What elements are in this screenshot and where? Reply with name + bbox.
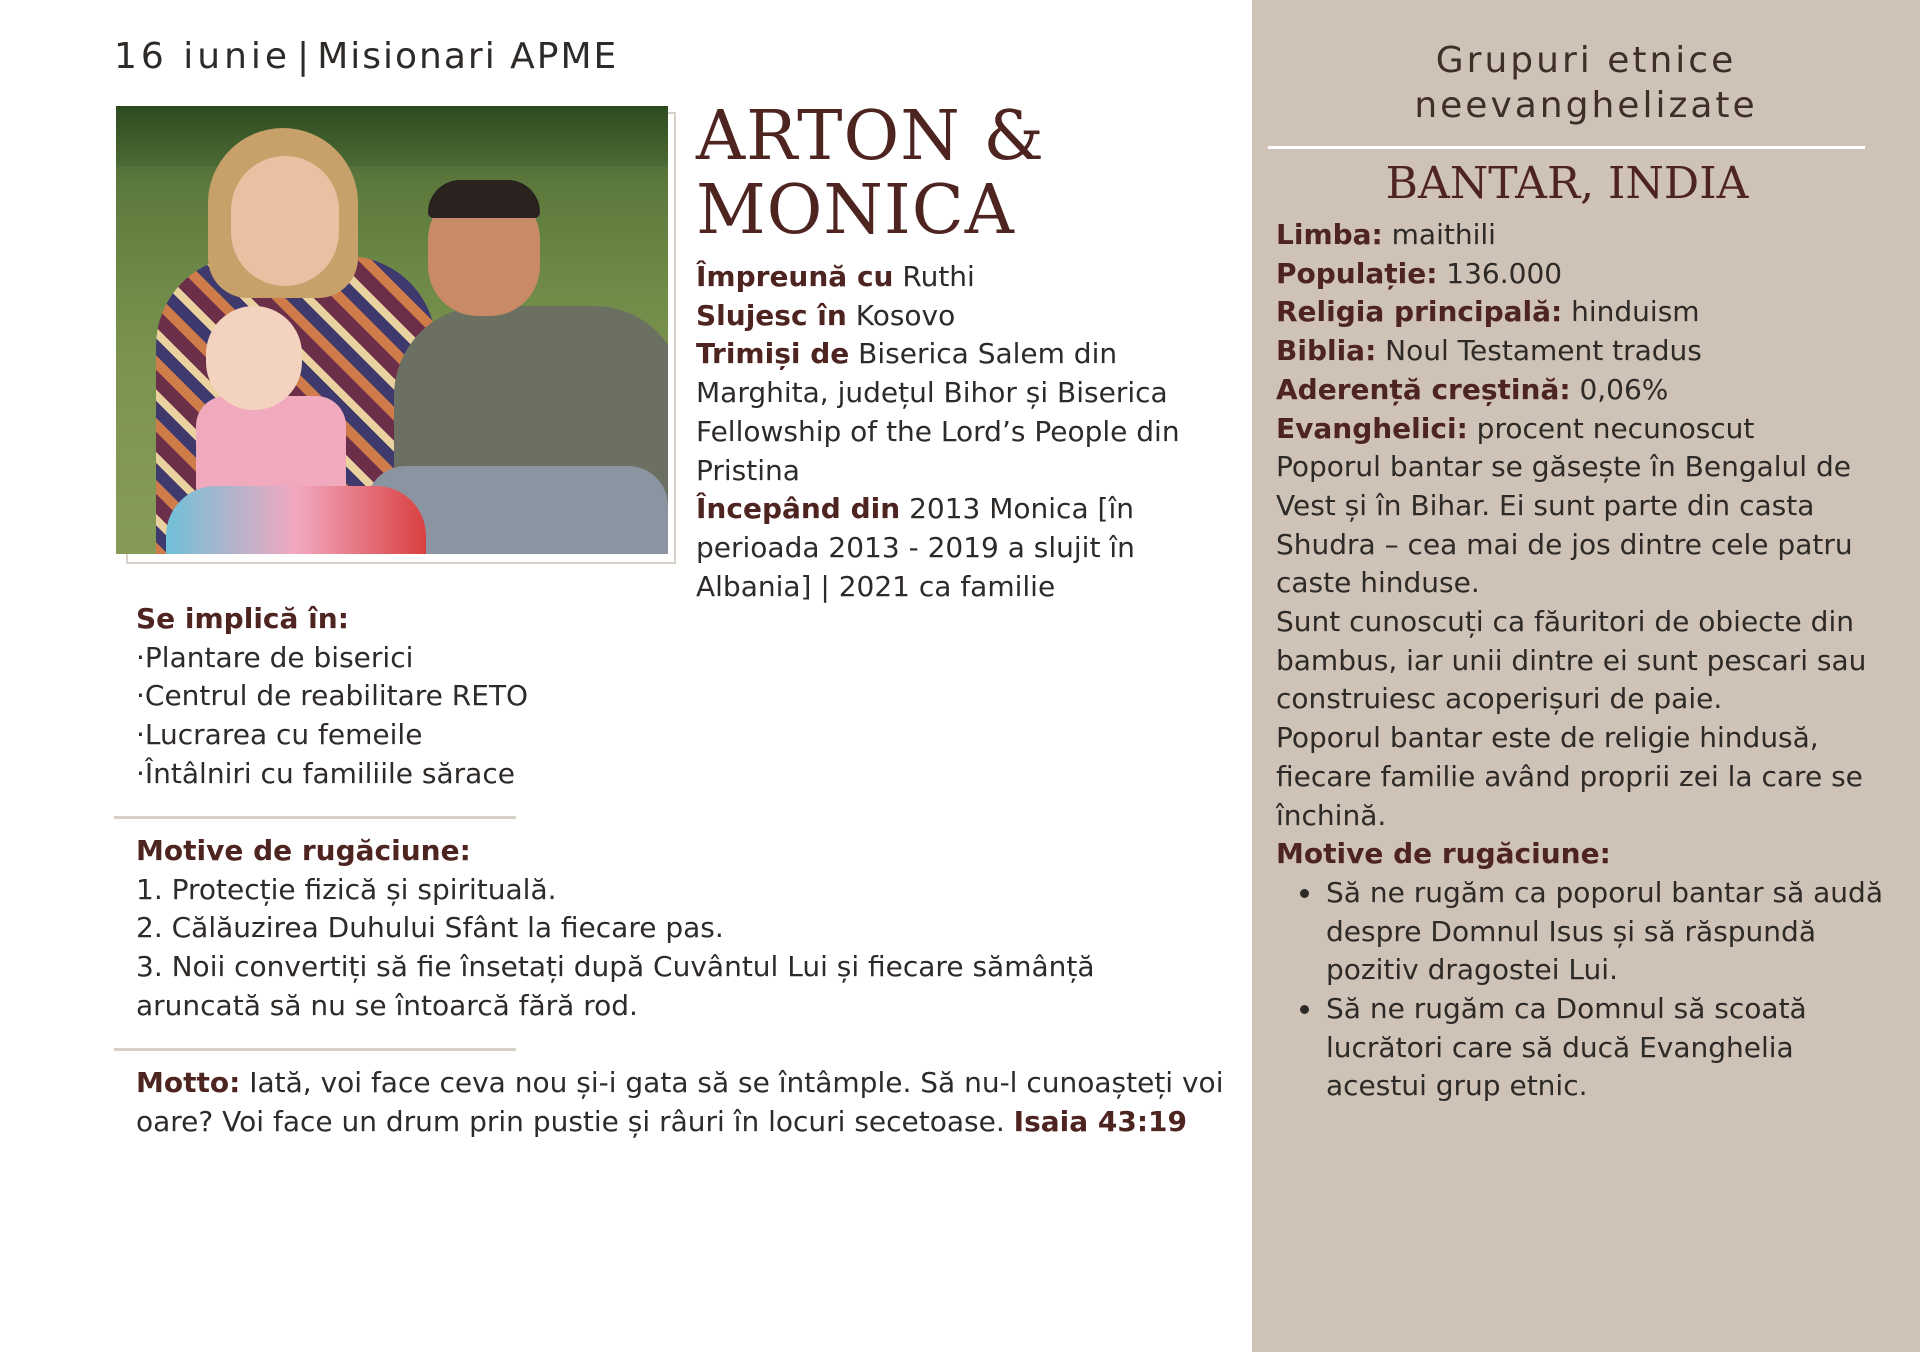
description-paragraph: Sunt cunoscuți ca făuritori de obiecte din bambus, iar unii dintre ei sunt pescari sau construiesc acoperișuri de paie. xyxy=(1276,605,1867,716)
header-separator: | xyxy=(297,36,312,77)
prayer-item: 2. Călăuzirea Duhului Sfânt la fiecare pas. xyxy=(136,911,724,945)
sent-label: Trimiși de xyxy=(696,337,850,371)
header-date: 16 iunie xyxy=(114,36,292,77)
motto-text: Iată, voi face ceva nou și-i gata să se întâmple. Să nu-l cunoașteți voi oare? Voi face un drum prin pustie și râuri în locuri secetoase. xyxy=(136,1066,1224,1138)
section-divider xyxy=(114,816,516,819)
description-paragraph: Poporul bantar se găsește în Bengalul de Vest și în Bihar. Ei sunt parte din casta Shudra – cea mai de jos dintre cele patru caste hinduse. xyxy=(1276,450,1853,600)
photo-bush xyxy=(116,106,668,166)
photo-woman-face xyxy=(231,156,339,286)
name-line-1: ARTON & xyxy=(696,97,1045,176)
since-value: 2013 Monica [în perioada 2013 - 2019 a slujit în Albania] | 2021 ca familie xyxy=(696,492,1135,603)
missionary-names xyxy=(696,97,1045,250)
people-group-title xyxy=(1252,38,1920,128)
info-since xyxy=(696,490,1236,606)
name-line-2: MONICA xyxy=(696,171,1015,250)
photo-image xyxy=(116,106,668,554)
people-group-body xyxy=(1276,216,1896,1106)
group-prayer-item: • Să ne rugăm ca Domnul să scoată lucrători care să ducă Evanghelia acestui grup etnic. xyxy=(1324,990,1896,1106)
involved-item: · Centrul de reabilitare RETO xyxy=(136,677,836,716)
since-label: Începând din xyxy=(696,492,901,526)
photo-baby-skirt xyxy=(166,486,426,554)
together-label: Împreună cu xyxy=(696,260,894,293)
info-sent xyxy=(696,335,1236,490)
fact-label: Limba: xyxy=(1276,218,1383,251)
prayer-item: 1. Protecție fizică și spirituală. xyxy=(136,872,557,906)
info-together xyxy=(696,258,1236,297)
group-prayer-title: Motive de rugăciune: xyxy=(1276,837,1611,871)
people-group-heading: BANTAR, INDIA xyxy=(1385,158,1749,209)
fact-label: Biblia: xyxy=(1276,334,1377,368)
info-serve xyxy=(696,297,1236,336)
prayer-section xyxy=(136,832,1136,1026)
sent-value: Biserica Salem din Marghita, județul Bihor și Biserica Fellowship of the Lord’s People din Pristina xyxy=(696,337,1180,487)
fact-label: Populație: xyxy=(1276,256,1438,290)
involved-item: · Plantare de biserici xyxy=(136,639,836,678)
fact-value: 136.000 xyxy=(1437,256,1563,290)
fact-adherence xyxy=(1276,371,1896,410)
involved-item: · Întâlniri cu familiile sărace xyxy=(136,755,836,794)
title-line-2: neevanghelizate xyxy=(1414,85,1758,126)
fact-value: procent necunoscut xyxy=(1467,411,1755,445)
fact-evangelicals xyxy=(1276,410,1896,449)
motto-section xyxy=(136,1064,1236,1141)
family-photo xyxy=(116,106,678,566)
prayer-item: 3. Noii convertiți să fie însetați după Cuvântul Lui și fiecare sămânță aruncată să nu se întoarcă fără rod. xyxy=(136,950,1095,1022)
header-section: Misionari APME xyxy=(317,36,619,77)
fact-bible xyxy=(1276,332,1896,371)
fact-population xyxy=(1276,255,1896,294)
together-value: Ruthi xyxy=(893,260,975,293)
description-paragraph: Poporul bantar este de religie hindusă, fiecare familie având proprii zei la care se închină. xyxy=(1276,721,1863,832)
fact-language xyxy=(1276,216,1896,255)
prayer-title: Motive de rugăciune: xyxy=(136,834,471,867)
section-divider xyxy=(114,1048,516,1051)
title-line-1: Grupuri etnice xyxy=(1435,40,1737,81)
motto-label: Motto: xyxy=(136,1066,241,1099)
serve-value: Kosovo xyxy=(846,298,956,332)
page-header xyxy=(114,36,618,77)
group-prayer-item: • Să ne rugăm ca poporul bantar să audă despre Domnul Isus și să răspundă pozitiv dragostei Lui. xyxy=(1324,874,1896,990)
title-rule xyxy=(1268,146,1865,149)
motto-reference: Isaia 43:19 xyxy=(1013,1104,1188,1138)
fact-value: 0,06% xyxy=(1570,372,1669,406)
photo-baby-face xyxy=(206,306,302,410)
fact-religion xyxy=(1276,293,1896,332)
involved-section xyxy=(136,600,836,794)
fact-value: Noul Testament tradus xyxy=(1376,334,1702,368)
serve-label: Slujesc în xyxy=(696,298,847,332)
photo-man-hair xyxy=(428,180,540,218)
fact-value: hinduism xyxy=(1562,295,1700,329)
group-prayer-list xyxy=(1276,874,1896,1106)
involved-title: Se implică în: xyxy=(136,602,349,635)
fact-label: Evanghelici: xyxy=(1276,411,1468,445)
fact-label: Religia principală: xyxy=(1276,295,1563,329)
involved-item: · Lucrarea cu femeile xyxy=(136,716,836,755)
fact-value: maithili xyxy=(1382,218,1496,251)
fact-label: Aderență creștină: xyxy=(1276,372,1571,406)
missionary-info xyxy=(696,258,1236,606)
